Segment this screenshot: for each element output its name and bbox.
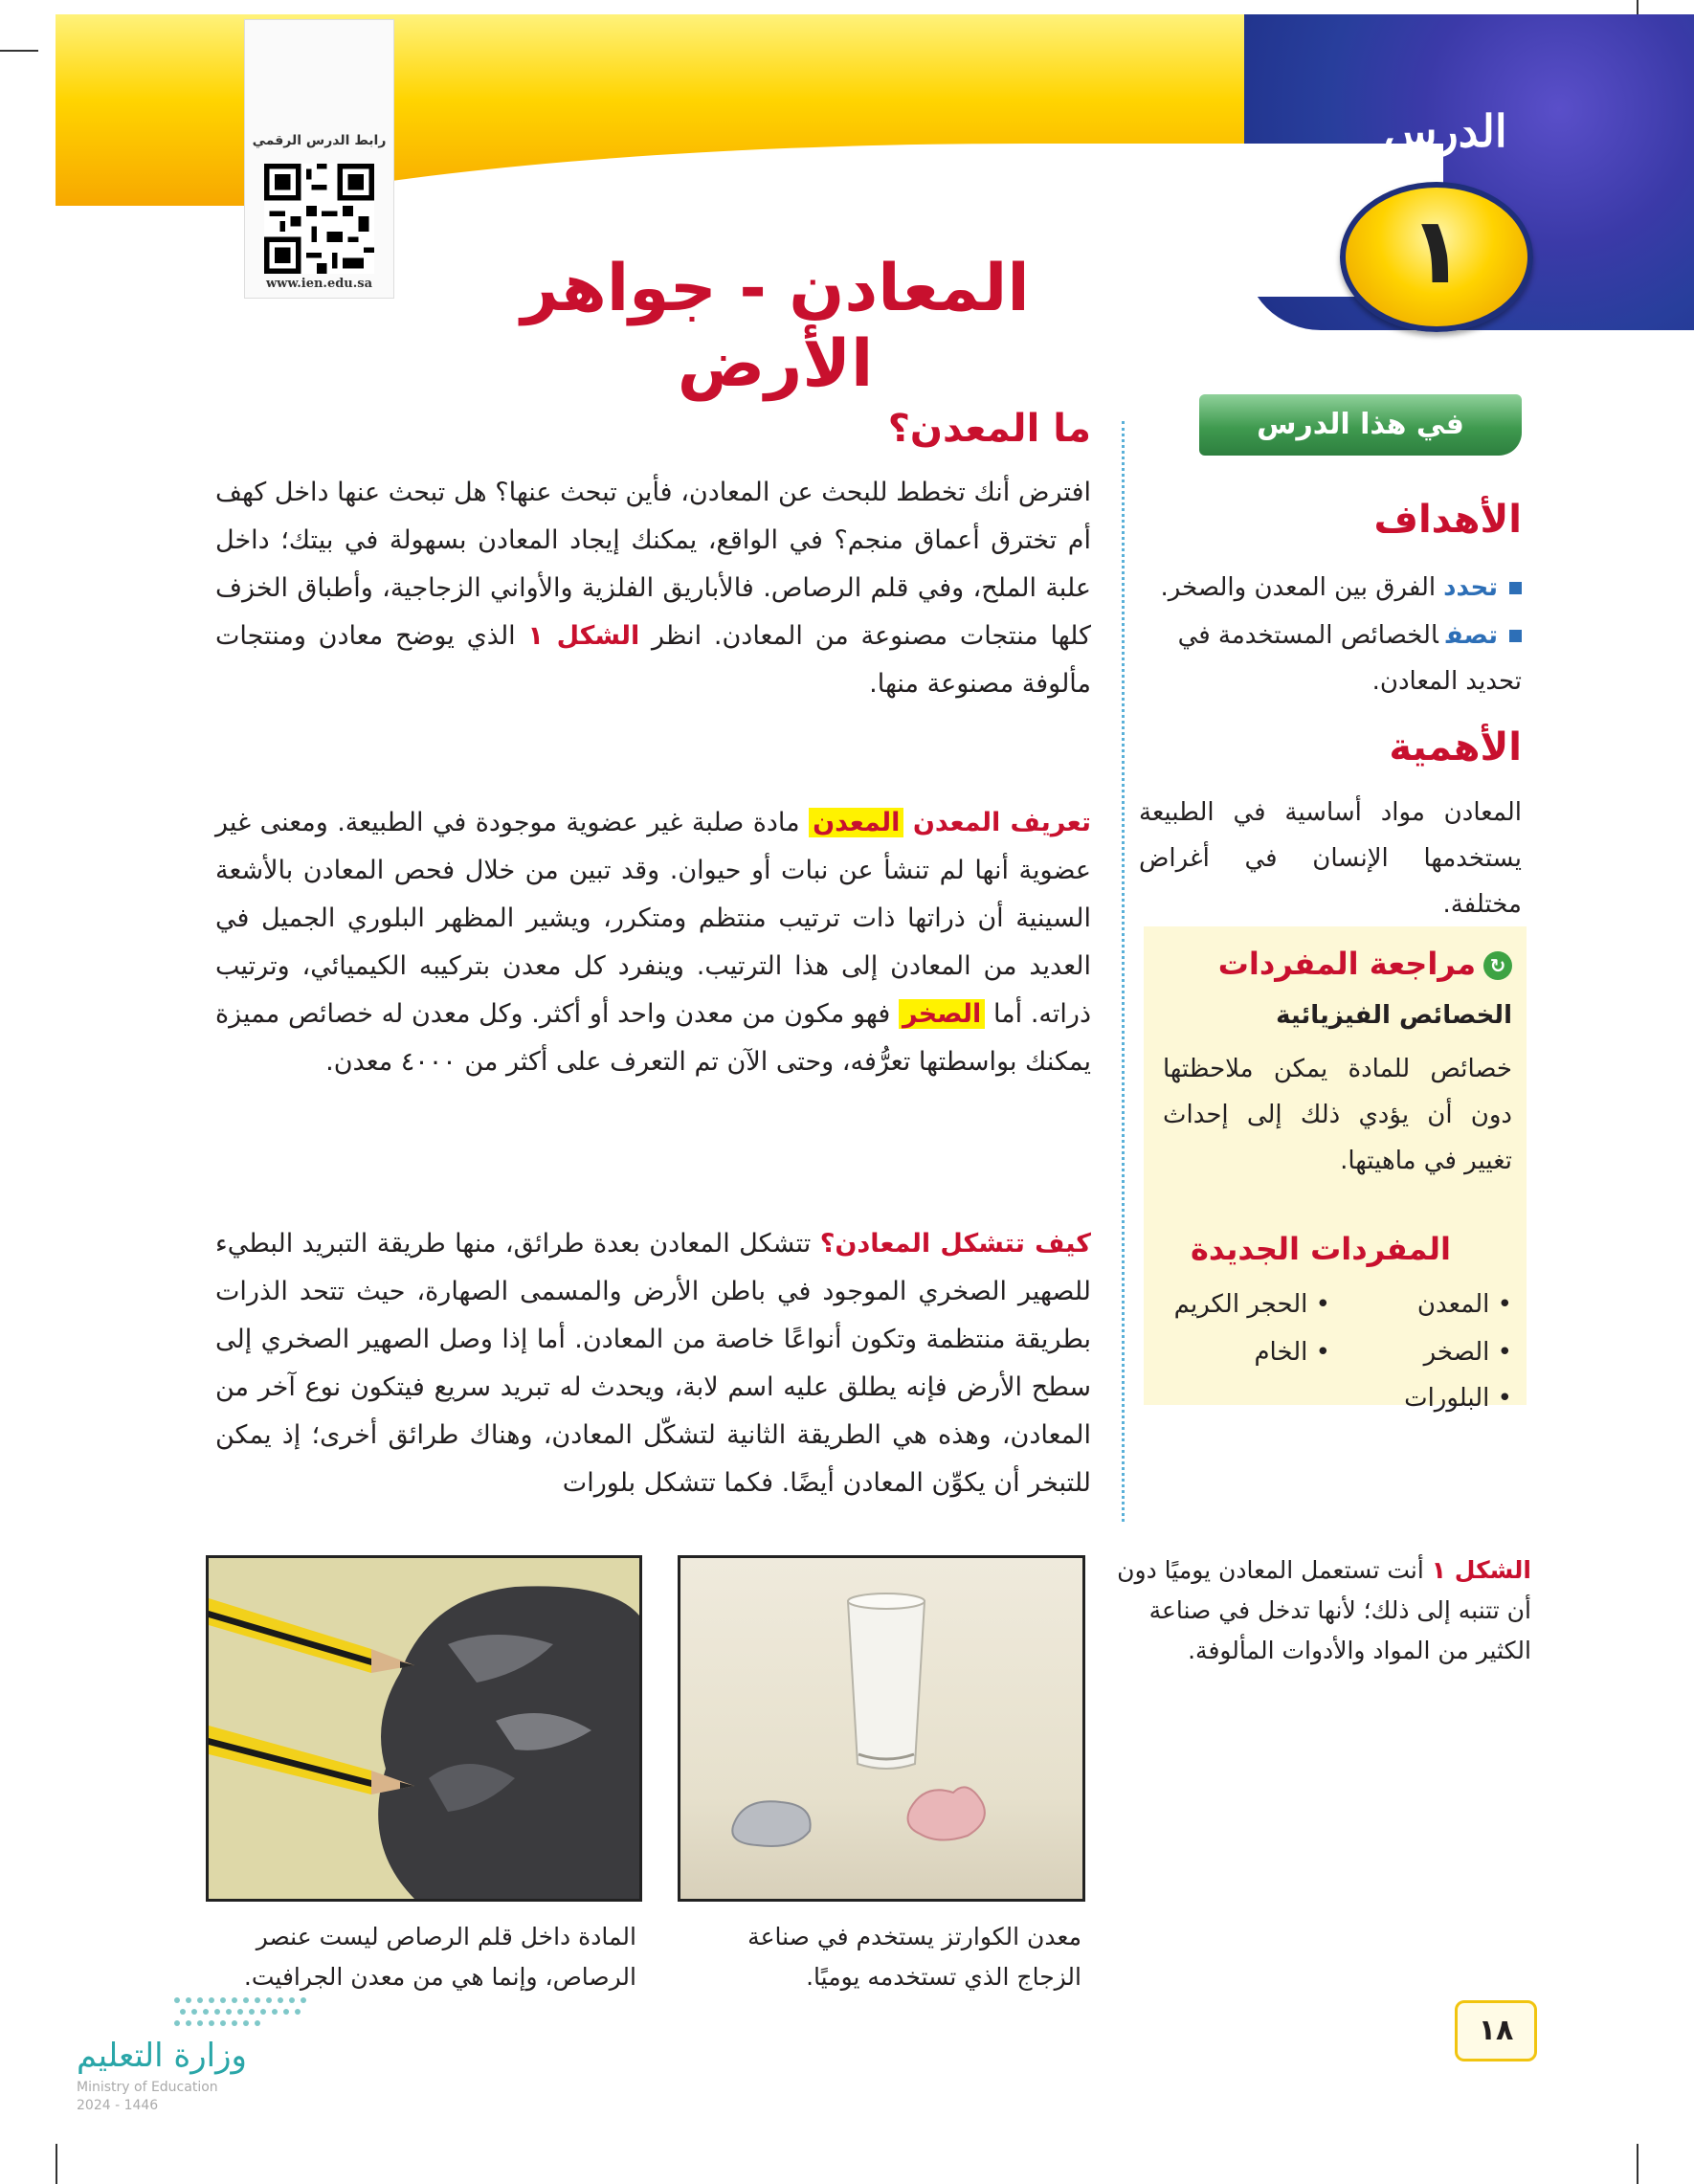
page-number: ١٨ [1455, 2000, 1537, 2061]
glass-and-quartz-illustration [680, 1558, 1082, 1899]
objective-item [1139, 565, 1522, 611]
qr-url[interactable]: www.ien.edu.sa [265, 277, 373, 291]
intro-text: افترض أنك تخطط للبحث عن المعادن، فأين تبحث عنها؟ هل تبحث عنها داخل كهف أم تخترق أعماق منجم؟ في الواقع، يمكنك إيجاد المعادن بسهولة في بيتك؛ داخل علبة الملح، وفي قلم الرصاص. فالأباريق الفلزية والأواني الزجاجية، وأطباق الخزف كلها منتجات مصنوعة من المعادن. انظر [215, 478, 1091, 651]
new-vocab-title: المفردات الجديدة [1191, 1231, 1451, 1267]
figure-label: الشكل ١ [1431, 1556, 1531, 1584]
column-divider [1122, 421, 1125, 1522]
objective-item [1139, 613, 1522, 704]
section-heading: ما المعدن؟ [887, 407, 1091, 451]
objective-verb: تحدد [1443, 573, 1498, 602]
ministry-name-en: Ministry of Education [77, 2080, 218, 2095]
ministry-name-ar: وزارة التعليم [77, 2037, 247, 2075]
vocab-term: • المعدن [1416, 1290, 1512, 1319]
in-this-lesson-tab: في هذا الدرس [1199, 394, 1522, 456]
definition-text: مادة صلبة غير عضوية موجودة في الطبيعة. ومعنى غير عضوية أنها لم تنشأ عن نبات أو حيوان. وقد تبين من خلال فحص المعادن بالأشعة السينية أن ذراتها ذات ترتيب منتظم ومتكرر، ويشير المظهر البلوري الجميل في العديد من المعادن إلى هذا الترتيب. وينفرد كل معدن بتركيبه الكيميائي، وترتيب ذراته. أما [215, 808, 1091, 1029]
ministry-year: 2024 - 1446 [77, 2098, 159, 2113]
definition-paragraph [215, 799, 1091, 1086]
pencil-and-graphite-illustration [209, 1558, 639, 1899]
page-title: المعادن - جواهر الأرض [521, 251, 1030, 402]
importance-heading: الأهمية [1389, 725, 1522, 769]
review-icon: ↻ [1483, 951, 1512, 980]
vocab-term-label: الصخر [1423, 1338, 1490, 1367]
lesson-label: الدرس [1383, 105, 1507, 157]
definition-text-end: فهو مكون من معدن واحد أو أكثر. وكل معدن له خصائص مميزة يمكنك بواسطتها تعرُّفه، وحتى الآن تم التعرف على أكثر من ٤٠٠٠ معدن. [215, 999, 1091, 1077]
mineral-term: المعدن [809, 808, 903, 837]
vocabulary-box [1144, 926, 1527, 1413]
physical-properties-definition: خصائص للمادة يمكن ملاحظتها دون أن يؤدي ذلك إلى إحداث تغيير في ماهيتها. [1163, 1055, 1512, 1175]
vocab-term: • الحجر الكريم [1173, 1290, 1330, 1319]
vocab-term: • الصخر [1423, 1338, 1512, 1367]
figure-caption-text: أنت تستعمل المعادن يوميًا دون أن تتنبه إلى ذلك؛ لأنها تدخل في صناعة الكثير من المواد والأدوات المألوفة. [1117, 1556, 1531, 1664]
formation-text: تتشكل المعادن بعدة طرائق، منها طريقة التبريد البطيء للصهير الصخري الموجود في باطن الأرض والمسمى الصهارة، حيث تتحد الذرات بطريقة منتظمة وتكون أنواعًا خاصة من المعادن. أما إذا وصل الصهير الصخري إلى سطح الأرض فإنه يطلق عليه اسم لابة، ويحدث له تبريد سريع فيتكون نوع آخر من المعادن، وهذه هي الطريقة الثانية لتشكّل المعادن، وهناك طرائق أخرى؛ إذ يمكن للتبخر أن يكوِّن المعادن أيضًا. فكما تتشكل بلورات [215, 1229, 1091, 1498]
figure-caption [1110, 1550, 1531, 1671]
crop-mark [56, 2144, 57, 2184]
quartz-caption: معدن الكوارتز يستخدم في صناعة الزجاج الذي تستخدمه يوميًا. [747, 1923, 1081, 1991]
physical-properties-term: الخصائص الفيزيائية [1276, 1001, 1512, 1030]
formation-lead: كيف تتشكل المعادن؟ [819, 1229, 1091, 1259]
crop-mark [0, 50, 38, 52]
lesson-number: ١ [1408, 197, 1465, 304]
vocab-term: • الخام [1254, 1338, 1330, 1367]
definition-lead: تعريف المعدن [912, 808, 1091, 837]
intro-text-end: الذي يوضح معادن ومنتجات مألوفة مصنوعة منها. [215, 621, 1091, 699]
vocab-term-label: البلورات [1404, 1384, 1490, 1413]
vocab-term: • البلورات [1404, 1384, 1512, 1413]
objective-verb: تصف [1445, 621, 1498, 650]
ministry-logo [77, 1991, 306, 2134]
ministry-logo-dots-icon [167, 1991, 340, 2034]
objective-text: الفرق بين المعدن والصخر. [1160, 573, 1437, 602]
qr-code-icon[interactable] [264, 164, 374, 274]
vocab-term-label: المعدن [1416, 1290, 1490, 1319]
rock-term: الصخر [899, 999, 985, 1029]
objective-text: الخصائص المستخدمة في تحديد المعادن. [1177, 621, 1522, 696]
bullet-square-icon [1509, 630, 1522, 642]
qr-label: رابط الدرس الرقمي [252, 133, 387, 148]
formation-paragraph [215, 1220, 1091, 1507]
bullet-square-icon [1509, 582, 1522, 594]
lesson-number-badge [1340, 182, 1533, 332]
importance-text: المعادن مواد أساسية في الطبيعة يستخدمها الإنسان في أغراض مختلفة. [1139, 798, 1522, 919]
crop-mark [1637, 2144, 1638, 2184]
vocab-review-label: مراجعة المفردات [1217, 946, 1476, 982]
graphite-pencil-photo [206, 1555, 642, 1902]
qr-card[interactable] [244, 19, 394, 299]
graphite-caption: المادة داخل قلم الرصاص ليست عنصر الرصاص، وإنما هي من معدن الجرافيت. [243, 1923, 636, 1991]
vocab-term-label: الخام [1254, 1338, 1308, 1367]
figure-reference: الشكل ١ [527, 621, 640, 651]
quartz-glass-photo [678, 1555, 1085, 1902]
vocab-review-title [1163, 946, 1512, 982]
objectives-heading: الأهداف [1373, 498, 1522, 542]
vocab-term-label: الحجر الكريم [1173, 1290, 1308, 1319]
intro-paragraph [215, 469, 1091, 708]
